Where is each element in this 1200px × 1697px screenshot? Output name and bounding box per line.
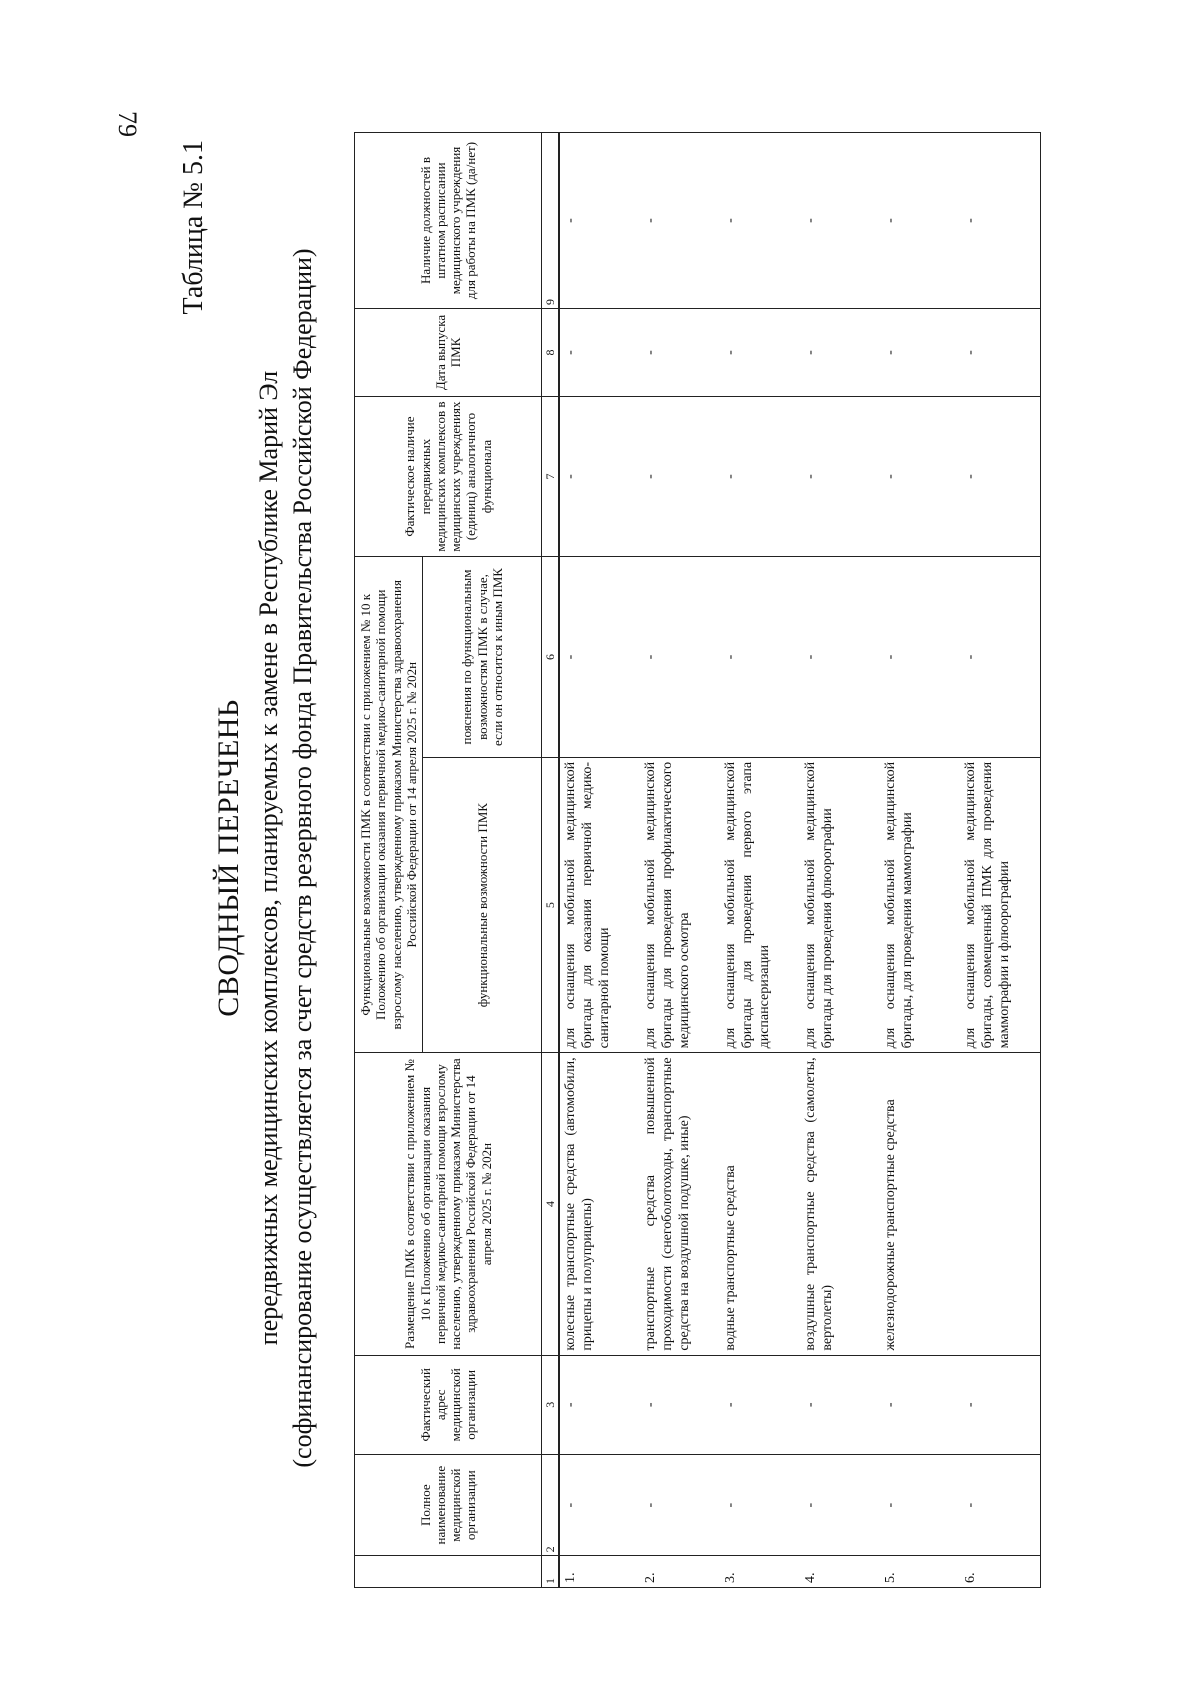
row-number: 5. [880,1556,960,1588]
cell-address: - [720,1355,800,1454]
cell-actual-availability: - [720,396,800,556]
column-number-row [542,133,560,1588]
cell-staff-positions: - [559,133,640,309]
column-number: 4 [542,1053,560,1355]
cell-placement: водные транспортные средства [720,1053,800,1355]
column-number: 2 [542,1454,560,1556]
page-number: 79 [113,111,142,137]
cell-org-name: - [960,1454,1041,1556]
cell-actual-availability: - [960,396,1041,556]
cell-staff-positions: - [880,133,960,309]
cell-placement: колесные транспортные средства (автомобили, прицепы и полуприцепы) [559,1053,640,1355]
cell-address: - [559,1355,640,1454]
table-number: Таблица № 5.1 [178,140,209,315]
cell-address: - [640,1355,720,1454]
cell-actual-availability: - [800,396,880,556]
cell-explanations: - [960,557,1041,758]
cell-release-date: - [960,309,1041,397]
cell-functional-capabilities: для оснащения мобильной медицинской бригады для проведения первого этапа диспансеризации [720,757,800,1053]
cell-staff-positions: - [640,133,720,309]
cell-functional-capabilities: для оснащения мобильной медицинской бригады для проведения флюорографии [800,757,880,1053]
header-explanations: пояснения по функциональным возможностям ПМК в случае, если он относится к иным ПМК [423,557,542,758]
cell-actual-availability: - [640,396,720,556]
cell-release-date: - [800,309,880,397]
cell-explanations: - [800,557,880,758]
document-subtitle-line2: (софинансирование осуществляется за счет средств резервного фонда Правительства Российской Федерации) [288,248,317,1468]
cell-release-date: - [880,309,960,397]
cell-org-name: - [559,1454,640,1556]
header-actual-availability: Фактическое наличие передвижных медицинских комплексов в медицинских учреждениях (единиц) аналогичного функционала [355,396,542,556]
cell-address: - [880,1355,960,1454]
cell-staff-positions: - [800,133,880,309]
table-row [800,133,880,1588]
summary-table [354,132,1041,1588]
column-number: 1 [542,1556,560,1588]
cell-release-date: - [640,309,720,397]
header-address: Фактический адрес медицинской организации [355,1355,542,1454]
table-row [960,133,1041,1588]
cell-release-date: - [720,309,800,397]
row-number: 4. [800,1556,880,1588]
cell-explanations: - [720,557,800,758]
cell-org-name: - [640,1454,720,1556]
cell-functional-capabilities: для оснащения мобильной медицинской бригады для оказания первичной медико-санитарной помощи [559,757,640,1053]
cell-placement: железнодорожные транспортные средства [880,1053,960,1355]
cell-functional-capabilities: для оснащения мобильной медицинской бригады, для проведения маммографии [880,757,960,1053]
cell-explanations: - [559,557,640,758]
cell-explanations: - [880,557,960,758]
header-staff-positions: Наличие должностей в штатном расписании медицинского учреждения для работы на ПМК (да/нет) [355,133,542,309]
cell-staff-positions: - [960,133,1041,309]
header-org-name: Полное наименование медицинской организации [355,1454,542,1556]
cell-placement: воздушные транспортные средства (самолеты, вертолеты) [800,1053,880,1355]
table-row [720,133,800,1588]
row-number: 6. [960,1556,1041,1588]
cell-address: - [800,1355,880,1454]
header-functional-capabilities: функциональные возможности ПМК [423,757,542,1053]
cell-functional-capabilities: для оснащения мобильной медицинской бригады, совмещенный ПМК для проведения маммографии и флюорографии [960,757,1041,1053]
document-subtitle-line1: передвижных медицинских комплексов, планируемых к замене в Республике Марий Эл [254,370,283,1346]
cell-org-name: - [720,1454,800,1556]
cell-placement: транспортные средства повышенной проходимости (снегоболотоходы, транспортные средства на воздушной подушке, иные) [640,1053,720,1355]
table-row [640,133,720,1588]
column-number: 5 [542,757,560,1053]
rotated-page-content [170,118,1180,1598]
table-row [559,133,640,1588]
table-header-row [355,133,423,1588]
cell-release-date: - [559,309,640,397]
column-number: 9 [542,133,560,309]
cell-functional-capabilities: для оснащения мобильной медицинской бригады для проведения профилактического медицинского осмотра [640,757,720,1053]
cell-placement [960,1053,1041,1355]
document-title: СВОДНЫЙ ПЕРЕЧЕНЬ [212,699,245,1017]
header-placement: Размещение ПМК в соответствии с приложением № 10 к Положению об организации оказания первичной медико-санитарной помощи взрослому населению, утвержденному приказом Министерства здравоохранения Российской Федерации от 14 апреля 2025 г. № 202н [355,1053,542,1355]
column-number: 6 [542,557,560,758]
row-number: 2. [640,1556,720,1588]
row-number: 3. [720,1556,800,1588]
column-number: 7 [542,396,560,556]
cell-staff-positions: - [720,133,800,309]
cell-address: - [960,1355,1041,1454]
column-number: 8 [542,309,560,397]
column-number: 3 [542,1355,560,1454]
table-row [880,133,960,1588]
header-release-date: Дата выпуска ПМК [355,309,542,397]
cell-explanations: - [640,557,720,758]
header-functional-group: Функциональные возможности ПМК в соответствии с приложением № 10 к Положению об организации оказания первичной медико-санитарной помощи взрослому населению, утвержденному приказом Министерства здравоохранения Российской Федерации от 14 апреля 2025 г. № 202н [355,557,423,1053]
cell-org-name: - [800,1454,880,1556]
row-number: 1. [559,1556,640,1588]
cell-actual-availability: - [559,396,640,556]
cell-actual-availability: - [880,396,960,556]
header-col1 [355,1556,542,1588]
cell-org-name: - [880,1454,960,1556]
